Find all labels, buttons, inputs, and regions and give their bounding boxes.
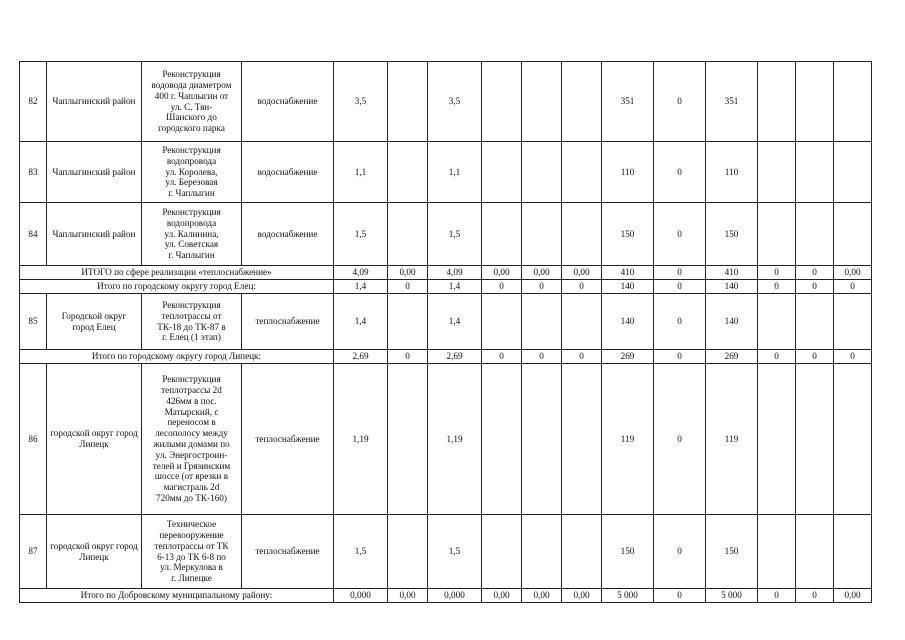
value-cell-2: [388, 203, 428, 266]
value-cell-12: [834, 364, 872, 515]
value-cell-10: [758, 364, 796, 515]
row-number: 83: [20, 142, 47, 203]
value-cell-12: [834, 142, 872, 203]
summary-row: [20, 266, 872, 280]
value-cell-10: 0: [758, 350, 796, 364]
value-cell-9: 351: [706, 62, 758, 142]
value-cell-6: 0: [562, 350, 602, 364]
summary-label: Итого по Добровскому муниципальному району:: [20, 589, 334, 603]
value-cell-11: [796, 364, 834, 515]
value-cell-8: 0: [654, 203, 706, 266]
value-cell-3: 1,4: [428, 280, 482, 294]
value-cell-3: 0,000: [428, 589, 482, 603]
value-cell-11: [796, 62, 834, 142]
value-cell-9: 140: [706, 294, 758, 350]
value-cell-1: 1,1: [334, 142, 388, 203]
project-description: Реконструкция водопровода ул. Калинина, ул. Советская г. Чаплыгин: [142, 203, 242, 266]
project-description: Реконструкция водовода диаметром 400 г. Чаплыгин от ул. С. Тян- Шанского до городского парка: [142, 62, 242, 142]
value-cell-5: [522, 203, 562, 266]
value-cell-4: 0,00: [482, 589, 522, 603]
sphere-cell: водоснабжение: [242, 62, 334, 142]
district-cell: Чаплыгинский район: [47, 62, 142, 142]
value-cell-11: [796, 203, 834, 266]
value-cell-6: [562, 62, 602, 142]
value-cell-6: [562, 515, 602, 589]
value-cell-12: [834, 203, 872, 266]
value-cell-9: 5 000: [706, 589, 758, 603]
value-cell-10: 0: [758, 280, 796, 294]
value-cell-7: 150: [602, 203, 654, 266]
value-cell-2: 0,00: [388, 589, 428, 603]
value-cell-11: 0: [796, 266, 834, 280]
value-cell-10: 0: [758, 266, 796, 280]
value-cell-11: [796, 142, 834, 203]
value-cell-8: 0: [654, 350, 706, 364]
sphere-cell: водоснабжение: [242, 203, 334, 266]
value-cell-6: [562, 203, 602, 266]
table-row: [20, 62, 872, 142]
value-cell-3: 1,5: [428, 203, 482, 266]
value-cell-12: 0: [834, 280, 872, 294]
row-number: 86: [20, 364, 47, 515]
district-cell: городской округ город Липецк: [47, 515, 142, 589]
value-cell-10: [758, 515, 796, 589]
value-cell-6: [562, 142, 602, 203]
value-cell-4: [482, 294, 522, 350]
value-cell-11: [796, 515, 834, 589]
sphere-cell: теплоснабжение: [242, 294, 334, 350]
value-cell-8: 0: [654, 142, 706, 203]
value-cell-2: 0,00: [388, 266, 428, 280]
value-cell-1: 4,09: [334, 266, 388, 280]
value-cell-11: 0: [796, 280, 834, 294]
value-cell-4: [482, 203, 522, 266]
row-number: 85: [20, 294, 47, 350]
project-description: Реконструкция теплотрассы от ТК-18 до ТК-87 в г. Елец (1 этап): [142, 294, 242, 350]
value-cell-12: 0: [834, 350, 872, 364]
value-cell-6: 0: [562, 280, 602, 294]
value-cell-9: 410: [706, 266, 758, 280]
value-cell-5: [522, 294, 562, 350]
value-cell-8: 0: [654, 515, 706, 589]
value-cell-2: 0: [388, 280, 428, 294]
sphere-cell: водоснабжение: [242, 142, 334, 203]
value-cell-8: 0: [654, 294, 706, 350]
value-cell-1: 1,4: [334, 280, 388, 294]
value-cell-6: [562, 364, 602, 515]
value-cell-9: 119: [706, 364, 758, 515]
value-cell-12: 0,00: [834, 589, 872, 603]
value-cell-3: 1,4: [428, 294, 482, 350]
table-row: [20, 203, 872, 266]
summary-label: ИТОГО по сфере реализации «теплоснабжение»: [20, 266, 334, 280]
sphere-cell: теплоснабжение: [242, 364, 334, 515]
value-cell-1: 1,5: [334, 203, 388, 266]
row-number: 82: [20, 62, 47, 142]
value-cell-7: 150: [602, 515, 654, 589]
summary-row: [20, 589, 872, 603]
summary-label: Итого по городскому округу город Липецк:: [20, 350, 334, 364]
district-cell: Чаплыгинский район: [47, 142, 142, 203]
value-cell-7: 119: [602, 364, 654, 515]
project-description: Техническое перевооружение теплотрассы от ТК 6-13 до ТК 6-8 по ул. Меркулова в г. Липецке: [142, 515, 242, 589]
value-cell-2: [388, 62, 428, 142]
value-cell-12: 0,00: [834, 266, 872, 280]
value-cell-5: 0: [522, 350, 562, 364]
value-cell-2: [388, 515, 428, 589]
value-cell-8: 0: [654, 266, 706, 280]
district-cell: городской округ город Липецк: [47, 364, 142, 515]
value-cell-4: 0: [482, 350, 522, 364]
table-body: [20, 62, 872, 603]
table-row: [20, 364, 872, 515]
value-cell-5: [522, 364, 562, 515]
value-cell-4: [482, 364, 522, 515]
value-cell-3: 2,69: [428, 350, 482, 364]
summary-label: Итого по городскому округу город Елец:: [20, 280, 334, 294]
value-cell-11: 0: [796, 589, 834, 603]
value-cell-3: 4,09: [428, 266, 482, 280]
value-cell-7: 140: [602, 280, 654, 294]
value-cell-5: 0: [522, 280, 562, 294]
value-cell-12: [834, 294, 872, 350]
value-cell-9: 150: [706, 515, 758, 589]
value-cell-2: 0: [388, 350, 428, 364]
value-cell-3: 1,19: [428, 364, 482, 515]
value-cell-1: 1,19: [334, 364, 388, 515]
value-cell-10: [758, 62, 796, 142]
value-cell-7: 269: [602, 350, 654, 364]
value-cell-7: 351: [602, 62, 654, 142]
district-cell: Городской округ город Елец: [47, 294, 142, 350]
value-cell-7: 410: [602, 266, 654, 280]
value-cell-1: 3,5: [334, 62, 388, 142]
project-description: Реконструкция теплотрассы 2d 426мм в пос. Матырский, с переносом в лесополосу между жилыми домами по ул. Энергостроин- телей и Грязинским шоссе (от врезки в магистраль 2d 720мм до ТК-160): [142, 364, 242, 515]
value-cell-9: 269: [706, 350, 758, 364]
value-cell-5: [522, 515, 562, 589]
investment-table: [19, 61, 872, 603]
value-cell-5: 0,00: [522, 589, 562, 603]
district-cell: Чаплыгинский район: [47, 203, 142, 266]
value-cell-3: 1,5: [428, 515, 482, 589]
value-cell-6: 0,00: [562, 589, 602, 603]
summary-row: [20, 350, 872, 364]
value-cell-8: 0: [654, 364, 706, 515]
sphere-cell: теплоснабжение: [242, 515, 334, 589]
value-cell-2: [388, 294, 428, 350]
value-cell-2: [388, 142, 428, 203]
project-description: Реконструкция водопровода ул. Королева, ул. Березовая г. Чаплыгин: [142, 142, 242, 203]
value-cell-11: 0: [796, 350, 834, 364]
row-number: 87: [20, 515, 47, 589]
value-cell-12: [834, 62, 872, 142]
value-cell-4: [482, 62, 522, 142]
row-number: 84: [20, 203, 47, 266]
value-cell-8: 0: [654, 589, 706, 603]
table-row: [20, 142, 872, 203]
value-cell-10: [758, 203, 796, 266]
value-cell-1: 1,5: [334, 515, 388, 589]
value-cell-7: 5 000: [602, 589, 654, 603]
value-cell-2: [388, 364, 428, 515]
value-cell-3: 1,1: [428, 142, 482, 203]
value-cell-10: [758, 142, 796, 203]
summary-row: [20, 280, 872, 294]
value-cell-5: [522, 62, 562, 142]
value-cell-4: 0: [482, 280, 522, 294]
value-cell-7: 110: [602, 142, 654, 203]
value-cell-10: [758, 294, 796, 350]
value-cell-4: [482, 142, 522, 203]
value-cell-6: [562, 294, 602, 350]
table-row: [20, 515, 872, 589]
value-cell-7: 140: [602, 294, 654, 350]
value-cell-1: 1,4: [334, 294, 388, 350]
value-cell-12: [834, 515, 872, 589]
value-cell-5: 0,00: [522, 266, 562, 280]
value-cell-4: [482, 515, 522, 589]
value-cell-6: 0,00: [562, 266, 602, 280]
value-cell-10: 0: [758, 589, 796, 603]
value-cell-8: 0: [654, 62, 706, 142]
table-row: [20, 294, 872, 350]
value-cell-11: [796, 294, 834, 350]
value-cell-5: [522, 142, 562, 203]
value-cell-3: 3,5: [428, 62, 482, 142]
value-cell-9: 150: [706, 203, 758, 266]
value-cell-1: 2,69: [334, 350, 388, 364]
value-cell-9: 110: [706, 142, 758, 203]
value-cell-1: 0,000: [334, 589, 388, 603]
value-cell-8: 0: [654, 280, 706, 294]
value-cell-4: 0,00: [482, 266, 522, 280]
value-cell-9: 140: [706, 280, 758, 294]
